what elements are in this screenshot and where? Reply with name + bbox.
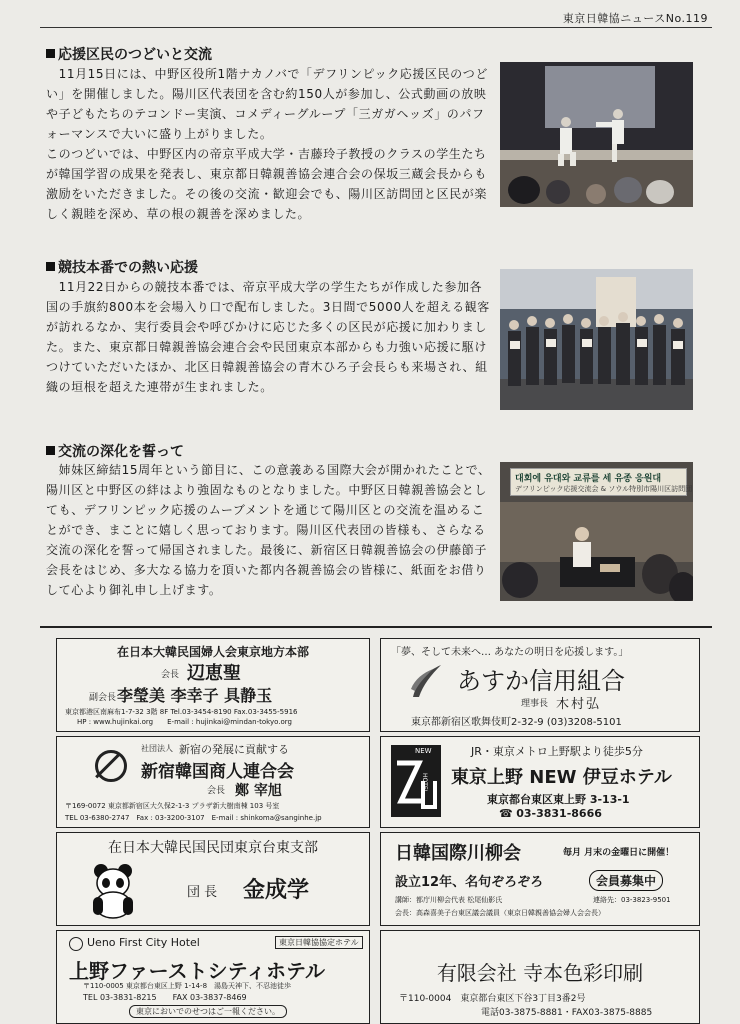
ad-footer-note: 東京においでのせつはご一報ください。 — [129, 1005, 287, 1018]
group-photo-image — [500, 269, 693, 410]
bullet-square-icon — [46, 262, 55, 271]
bullet-square-icon — [46, 49, 55, 58]
ad-tagline: 設立12年、名句ぞろぞろ — [395, 875, 544, 890]
hotel-emblem-icon — [69, 937, 83, 951]
ad-company-name: あすか信用組合 — [457, 667, 625, 695]
ad-address: 東京都港区南麻布1-7-32 3階 8F Tel.03-3454-8190 Fax.03-3455-5916 — [65, 708, 298, 716]
ad-vice-title: 副会長 — [89, 693, 117, 703]
ad-address: 〒169-0072 東京都新宿区大久保2-1-3 プラザ新大樹南棟 103 号室 — [65, 802, 280, 810]
ad-rep-title: 会長 — [207, 786, 226, 796]
taekwondo-photo-image — [500, 62, 693, 207]
ad-rep-name: 金成学 — [243, 877, 310, 903]
ad-phone: 電話03-3875-8881・FAX03-3875-8885 — [481, 1008, 653, 1018]
ad-phone-row — [499, 807, 602, 820]
ad-shinjuku-korean-merchants — [56, 736, 370, 828]
ad-meeting-info: 毎月 月末の金曜日に開催！ — [563, 848, 675, 858]
ad-org-name: 新宿韓国商人連合会 — [141, 762, 294, 782]
event-banner-subtext: デフリンピック応援交流会 & ソウル特別市陽川区訪問団 — [515, 485, 693, 493]
logo-new-text: NEW — [415, 747, 432, 755]
photo-exchange-party — [500, 462, 693, 601]
leaf-logo-icon — [409, 663, 443, 699]
ad-mindan-taito-branch — [56, 832, 370, 926]
ad-contact: TEL 03-6380-2747 Fax : 03-3200-3107 E-mail : shinkoma@sanginhe.jp — [65, 814, 322, 822]
ad-contact: 連絡先：03-3823-9501 — [593, 896, 671, 904]
photo-group-supporters — [500, 269, 693, 410]
ad-phone: TEL 03-3831-8215 FAX 03-3837-8469 — [83, 993, 247, 1002]
agreement-hotel-badge: 東京日韓協協定ホテル — [275, 936, 363, 949]
section-body-1: 11月15日には、中野区役所1階ナカノバで「デフリンピック応援区民のつどい」を開催しました。陽川区代表団を含む約150人が参加し、公式動画の放映や子どもたちのテコンドー実演、コメディーグループ「三ガガヘッズ」のパフォーマンスで大いに盛り上がりました。 このつどいでは、中野区内の帝京平成大学・吉藤玲子教授のクラスの学生たちが韓国学習の成果を発表し、東京都日韓親善協会連合会の保坂三蔵会長からも激励をいただきました。その後の交流・歓迎会でも、陽川区訪問団と区民が楽しく親睦を深め、草の根の親善を深めました。 — [46, 67, 488, 221]
ad-address: 〒110-0004 東京都台東区下谷3丁目3番2号 — [399, 994, 586, 1004]
ad-org-name: 在日本大韓民国婦人会東京地方本部 — [116, 645, 309, 659]
bullet-square-icon — [46, 446, 55, 455]
ad-rep-name: 鄭 宰旭 — [235, 783, 282, 799]
phone-icon: ☎ — [499, 807, 513, 820]
ad-ueno-first-city-hotel — [56, 930, 370, 1024]
ad-company-name: 有限会社 寺本色彩印刷 — [436, 961, 644, 985]
ad-rep-title: 団 長 — [187, 885, 218, 900]
ad-asuka-credit-union — [380, 638, 700, 732]
ad-womens-association — [56, 638, 370, 732]
ad-access-info: JR・東京メトロ上野駅より徒歩5分 — [471, 745, 643, 758]
section-body-3: 姉妹区締結15周年という節目に、この意義ある国際大会が開かれたことで、陽川区と中野区の絆はより強固なものとなりました。中野区日韓親善協会としても、デフリンピック応援のムーブメントを通じて陽川区との交流を温めることができ、まことに嬉しく思っております。陽川区代表団の皆様も、さらなる交流の深化を誓って帰国されました。最後に、新宿区日韓親善協会の伊藤節子会長をはじめ、多大なる協力を頂いた都内各親善協会の皆様に、紙面をお借りして心より御礼申し上げます。 — [46, 463, 491, 597]
ad-web-contact: HP : www.hujinkai.org E-mail : hujinkai@mindan-tokyo.org — [77, 718, 292, 726]
ad-slogan: 「夢、そして未来へ… あなたの明日を応援します。」 — [391, 647, 629, 658]
section-heading-text: 交流の深化を誓って — [58, 444, 184, 460]
header-rule — [40, 27, 712, 28]
ad-phone: 03-3831-8666 — [516, 807, 602, 820]
section-heading-1 — [46, 44, 212, 64]
party-photo-image — [500, 462, 693, 601]
ad-new-izu-hotel — [380, 736, 700, 828]
ad-tagline: 新宿の発展に貢献する — [179, 743, 289, 756]
ad-corp-type: 社団法人 — [141, 744, 173, 753]
section-heading-2 — [46, 257, 198, 277]
section-heading-text: 競技本番での熱い応援 — [58, 260, 198, 276]
hotel-logo-icon — [391, 745, 441, 817]
ad-hotel-name: 上野ファーストシティホテル — [69, 959, 325, 983]
ad-rep-title: 会長 — [161, 670, 180, 680]
ad-rep-name: 木村弘 — [556, 697, 602, 712]
ad-address: 東京都台東区東上野 3-13-1 — [487, 793, 630, 806]
ad-senryu-association — [380, 832, 700, 926]
newsletter-issue-title: 東京日韓協ニュースNo.119 — [562, 12, 708, 25]
association-logo-icon — [95, 750, 127, 782]
section-body-2: 11月22日からの競技本番では、帝京平成大学の学生たちが作成した参加各国の手旗約800本を会場入り口で配布しました。3日間で5000人を超える観客が訪れるなか、実行委員会や呼びかけに応じた多くの区民が応援に加わりました。また、東京都日韓親善協会連合会や民団東京本部からも力強い応援に駆けつけていただいたほか、北区日韓親善協会の青木ひろ子会長らも来場され、組織の垣根を超えた連帯が生まれました。 — [46, 280, 490, 394]
logo-hotel-text: HOTEL — [421, 773, 428, 794]
ad-teramoto-printing — [380, 930, 700, 1024]
ad-org-name: 在日本大韓民国民団東京台東支部 — [108, 840, 318, 856]
photo-taekwondo-performance — [500, 62, 693, 207]
section-separator — [40, 626, 712, 628]
ad-member-info: 会長：高森喜美子台東区議会議員（東京日韓親善協会婦人会会長） — [395, 909, 605, 917]
ad-lecturer: 講師：都庁川柳会代表 松尾仙影氏 — [395, 896, 503, 904]
ad-hotel-brand: Ueno First City Hotel — [87, 936, 200, 949]
recruit-badge: 会員募集中 — [589, 870, 663, 891]
ad-vice-names: 李瑩美 李幸子 具静玉 — [117, 686, 273, 705]
event-banner-text: 대회에 유대와 교류를 세 유종 응원대 — [515, 474, 662, 484]
ad-rep-title: 理事長 — [521, 699, 549, 709]
ad-address: 東京都新宿区歌舞伎町2-32-9 (03)3208-5101 — [411, 717, 622, 728]
panda-icon — [87, 861, 139, 919]
ad-org-name: 日韓国際川柳会 — [395, 843, 521, 864]
section-heading-3 — [46, 441, 184, 461]
section-heading-text: 応援区民のつどいと交流 — [58, 47, 212, 63]
ad-rep-name: 辺恵聖 — [187, 663, 241, 684]
ad-hotel-name: 東京上野 NEW 伊豆ホテル — [451, 767, 672, 788]
izu-logo-mark — [391, 745, 441, 817]
ad-address: 〒110-0005 東京都台東区上野 1-14-8 湯島天神下、不忍池徒歩 — [83, 982, 292, 990]
